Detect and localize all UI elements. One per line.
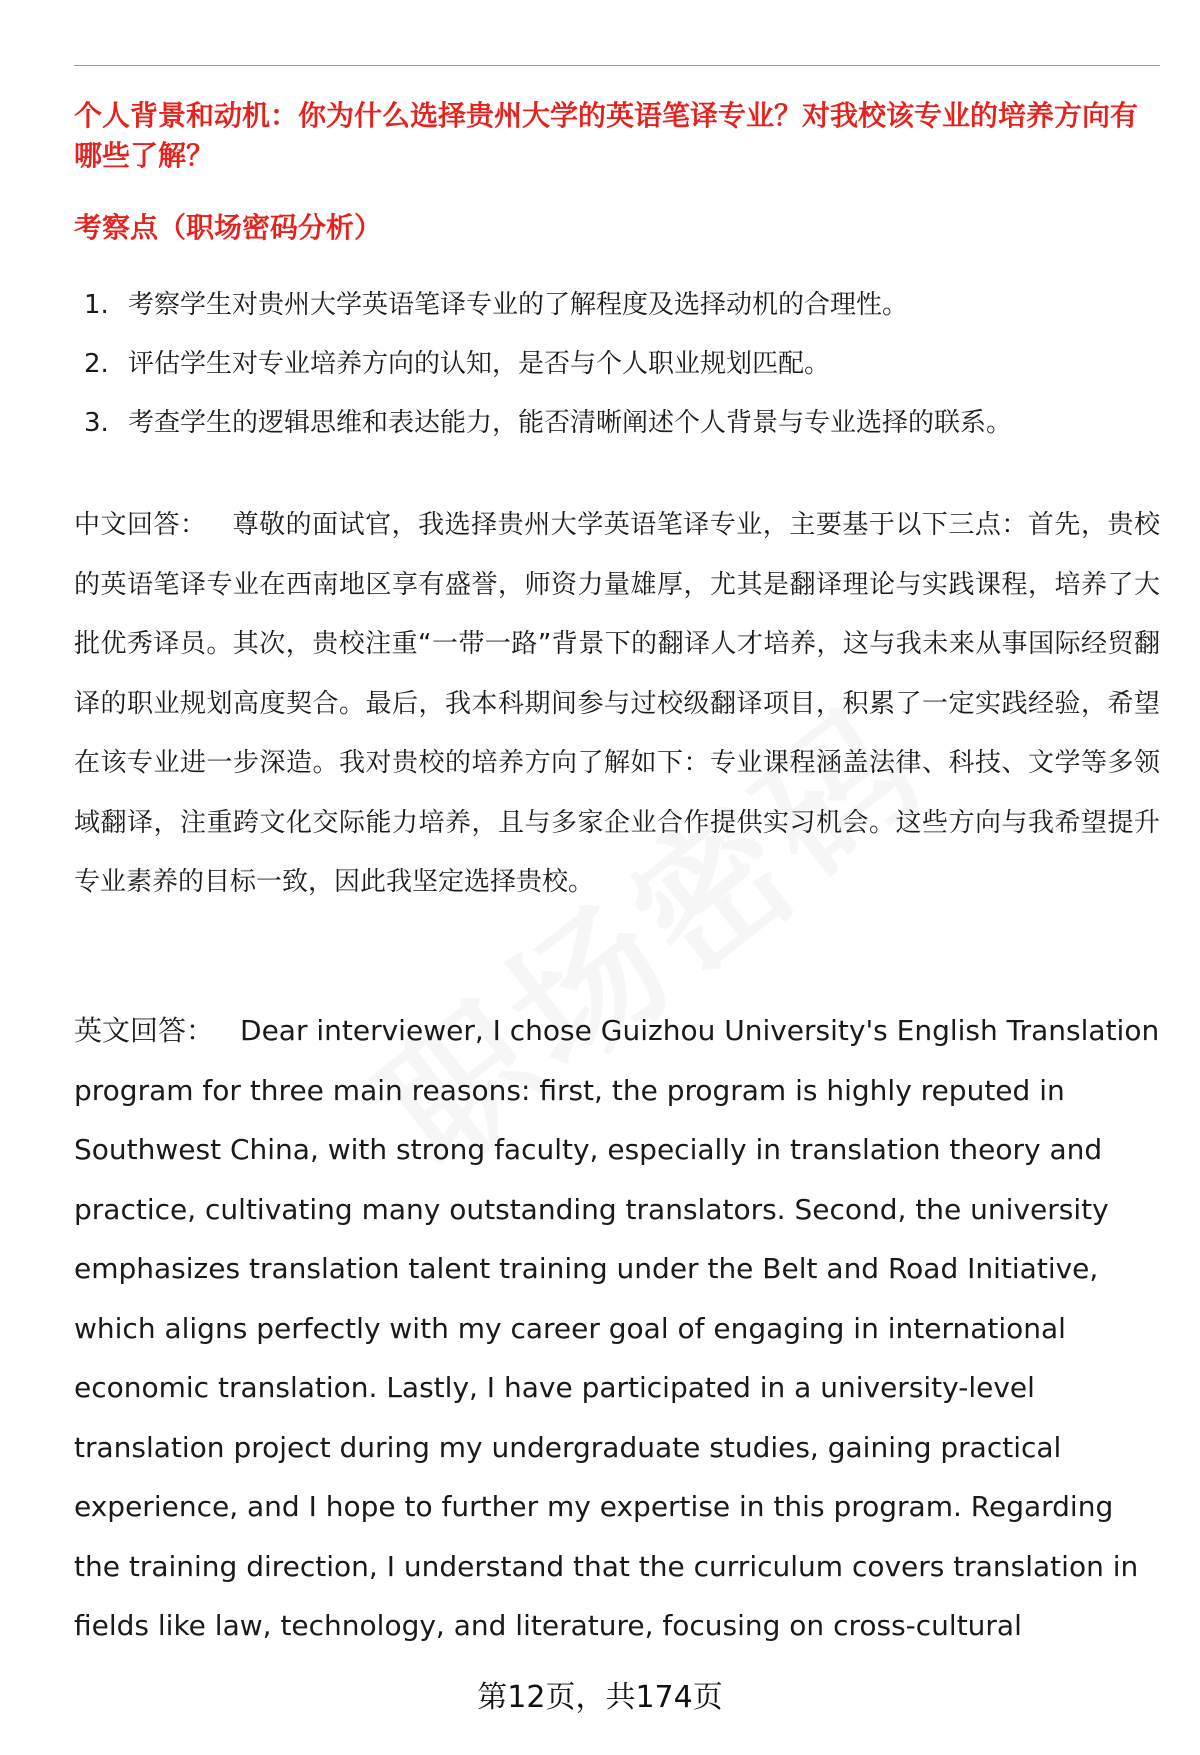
chinese-answer-text: 尊敬的面试官，我选择贵州大学英语笔译专业，主要基于以下三点：首先，贵校的英语笔译专业在西南地区享有盛誉，师资力量雄厚，尤其是翻译理论与实践课程，培养了大批优秀译员。其次，贵校注重“一带一路”背景下的翻译人才培养，这与我未来从事国际经贸翻译的职业规划高度契合。最后，我本科期间参与过校级翻译项目，积累了一定实践经验，希望在该专业进一步深造。我对贵校的培养方向了解如下：专业课程涵盖法律、科技、文学等多领域翻译，注重跨文化交际能力培养，且与多家企业合作提供实习机会。这些方向与我希望提升专业素养的目标一致，因此我坚定选择贵校。 bbox=[74, 510, 1160, 897]
assessment-points-list bbox=[84, 286, 1160, 463]
list-item-text: 评估学生对专业培养方向的认知，是否与个人职业规划匹配。 bbox=[128, 349, 831, 379]
list-item bbox=[84, 345, 1160, 383]
top-divider bbox=[74, 65, 1160, 66]
list-item-text: 考查学生的逻辑思维和表达能力，能否清晰阐述个人背景与专业选择的联系。 bbox=[128, 408, 1013, 438]
list-item-number: 2. bbox=[84, 349, 109, 379]
chinese-answer-paragraph bbox=[74, 496, 1160, 913]
list-item-number: 1. bbox=[84, 290, 109, 320]
section-title: 考察点（职场密码分析） bbox=[74, 211, 383, 244]
english-answer-text: Dear interviewer, I chose Guizhou University's English Translation program for three main reasons: first, the program is highly reputed in Southwest China, with strong faculty, especially in translation theory and practice, cultivating many outstanding translators. Second, the university emphasizes translation talent training under the Belt and Road Initiative, which aligns perfectly with my career goal of engaging in international economic translation. Lastly, I have participated in a university-level translation project during my undergraduate studies, gaining practical experience, and I hope to further my expertise in this program. Regarding the training direction, I understand that the curriculum covers translation in fields like law, technology, and literature, focusing on cross-cultural bbox=[74, 1014, 1160, 1642]
question-heading: 个人背景和动机：你为什么选择贵州大学的英语笔译专业？对我校该专业的培养方向有哪些了解？ bbox=[74, 99, 1139, 172]
english-answer-label: 英文回答： bbox=[74, 1014, 215, 1047]
chinese-answer-label: 中文回答： bbox=[74, 510, 207, 540]
list-item-text: 考察学生对贵州大学英语笔译专业的了解程度及选择动机的合理性。 bbox=[128, 290, 909, 320]
list-item bbox=[84, 404, 1160, 442]
list-item bbox=[84, 286, 1160, 324]
english-answer-paragraph bbox=[74, 1001, 1160, 1656]
document-page bbox=[74, 0, 1160, 1755]
page-number: 第12页，共174页 bbox=[477, 1680, 723, 1715]
list-item-number: 3. bbox=[84, 408, 109, 438]
